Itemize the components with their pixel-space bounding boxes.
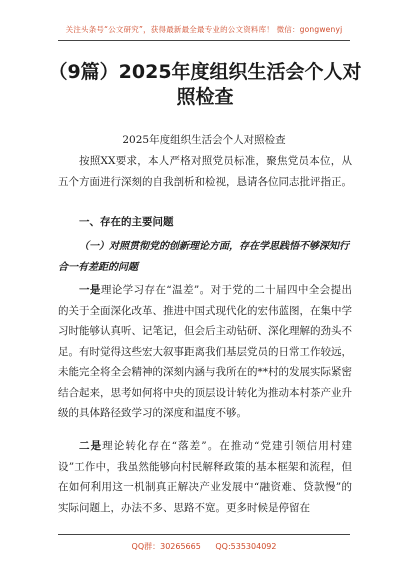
footer-divider xyxy=(58,534,350,535)
paragraph-2-lead: 二是 xyxy=(79,440,103,452)
paragraph-2 xyxy=(58,436,352,518)
paragraph-1-lead: 一是 xyxy=(79,284,101,296)
paragraph-1 xyxy=(58,280,352,424)
paragraph-1-text: 理论学习存在“温差”。对于党的二十届四中全会提出的关于全面深化改革、推进中国式现代化的宏伟蓝图，在集中学习时能够认真听、记笔记，但会后主动钻研、深化理解的劲头不足。有时觉得这些宏大叙事距离我们基层党员的日常工作较远，未能完全将全会精神的深刻内涵与我所在的**村的发展实际紧密结合起来，思考如何将中央的顶层设计转化为推动本村茶产业升级的具体路径致学习的深度和温度不够。 xyxy=(58,284,352,419)
document-subtitle: 2025年度组织生活会个人对照检查 xyxy=(122,134,286,146)
promo-header: 关注头条号“公文研究”，获得最新最全最专业的公文资料库！ 微信：gongwenyj xyxy=(65,25,343,34)
header-divider xyxy=(58,40,350,41)
qq-group-text: QQ群：30265665 xyxy=(131,542,201,551)
subsection-heading: （一）对照贯彻党的创新理论方面，存在学思践悟不够深知行合一有差距的问题 xyxy=(58,241,349,273)
section-heading: 一、存在的主要问题 xyxy=(79,216,174,228)
promo-footer xyxy=(0,541,408,552)
paragraph-2-text: 理论转化存在“落差”。在推动“党建引领信用村建设”工作中，我虽然能够向村民解释政策的基本框架和流程，但在如何利用这一机制真正解决产业发展中“融资难、贷款慢”的实际问题上，办法不多、思路不宽。更多时候是停留在 xyxy=(58,440,353,514)
qq-text: QQ:535304092 xyxy=(215,542,277,551)
document-title: （9篇）2025年度组织生活会个人对照检查 xyxy=(48,61,362,108)
intro-paragraph: 按照XX要求，本人严格对照党员标准，聚焦党员本位，从五个方面进行深刻的自我剖析和检视，恳请各位同志批评指正。 xyxy=(58,155,352,188)
